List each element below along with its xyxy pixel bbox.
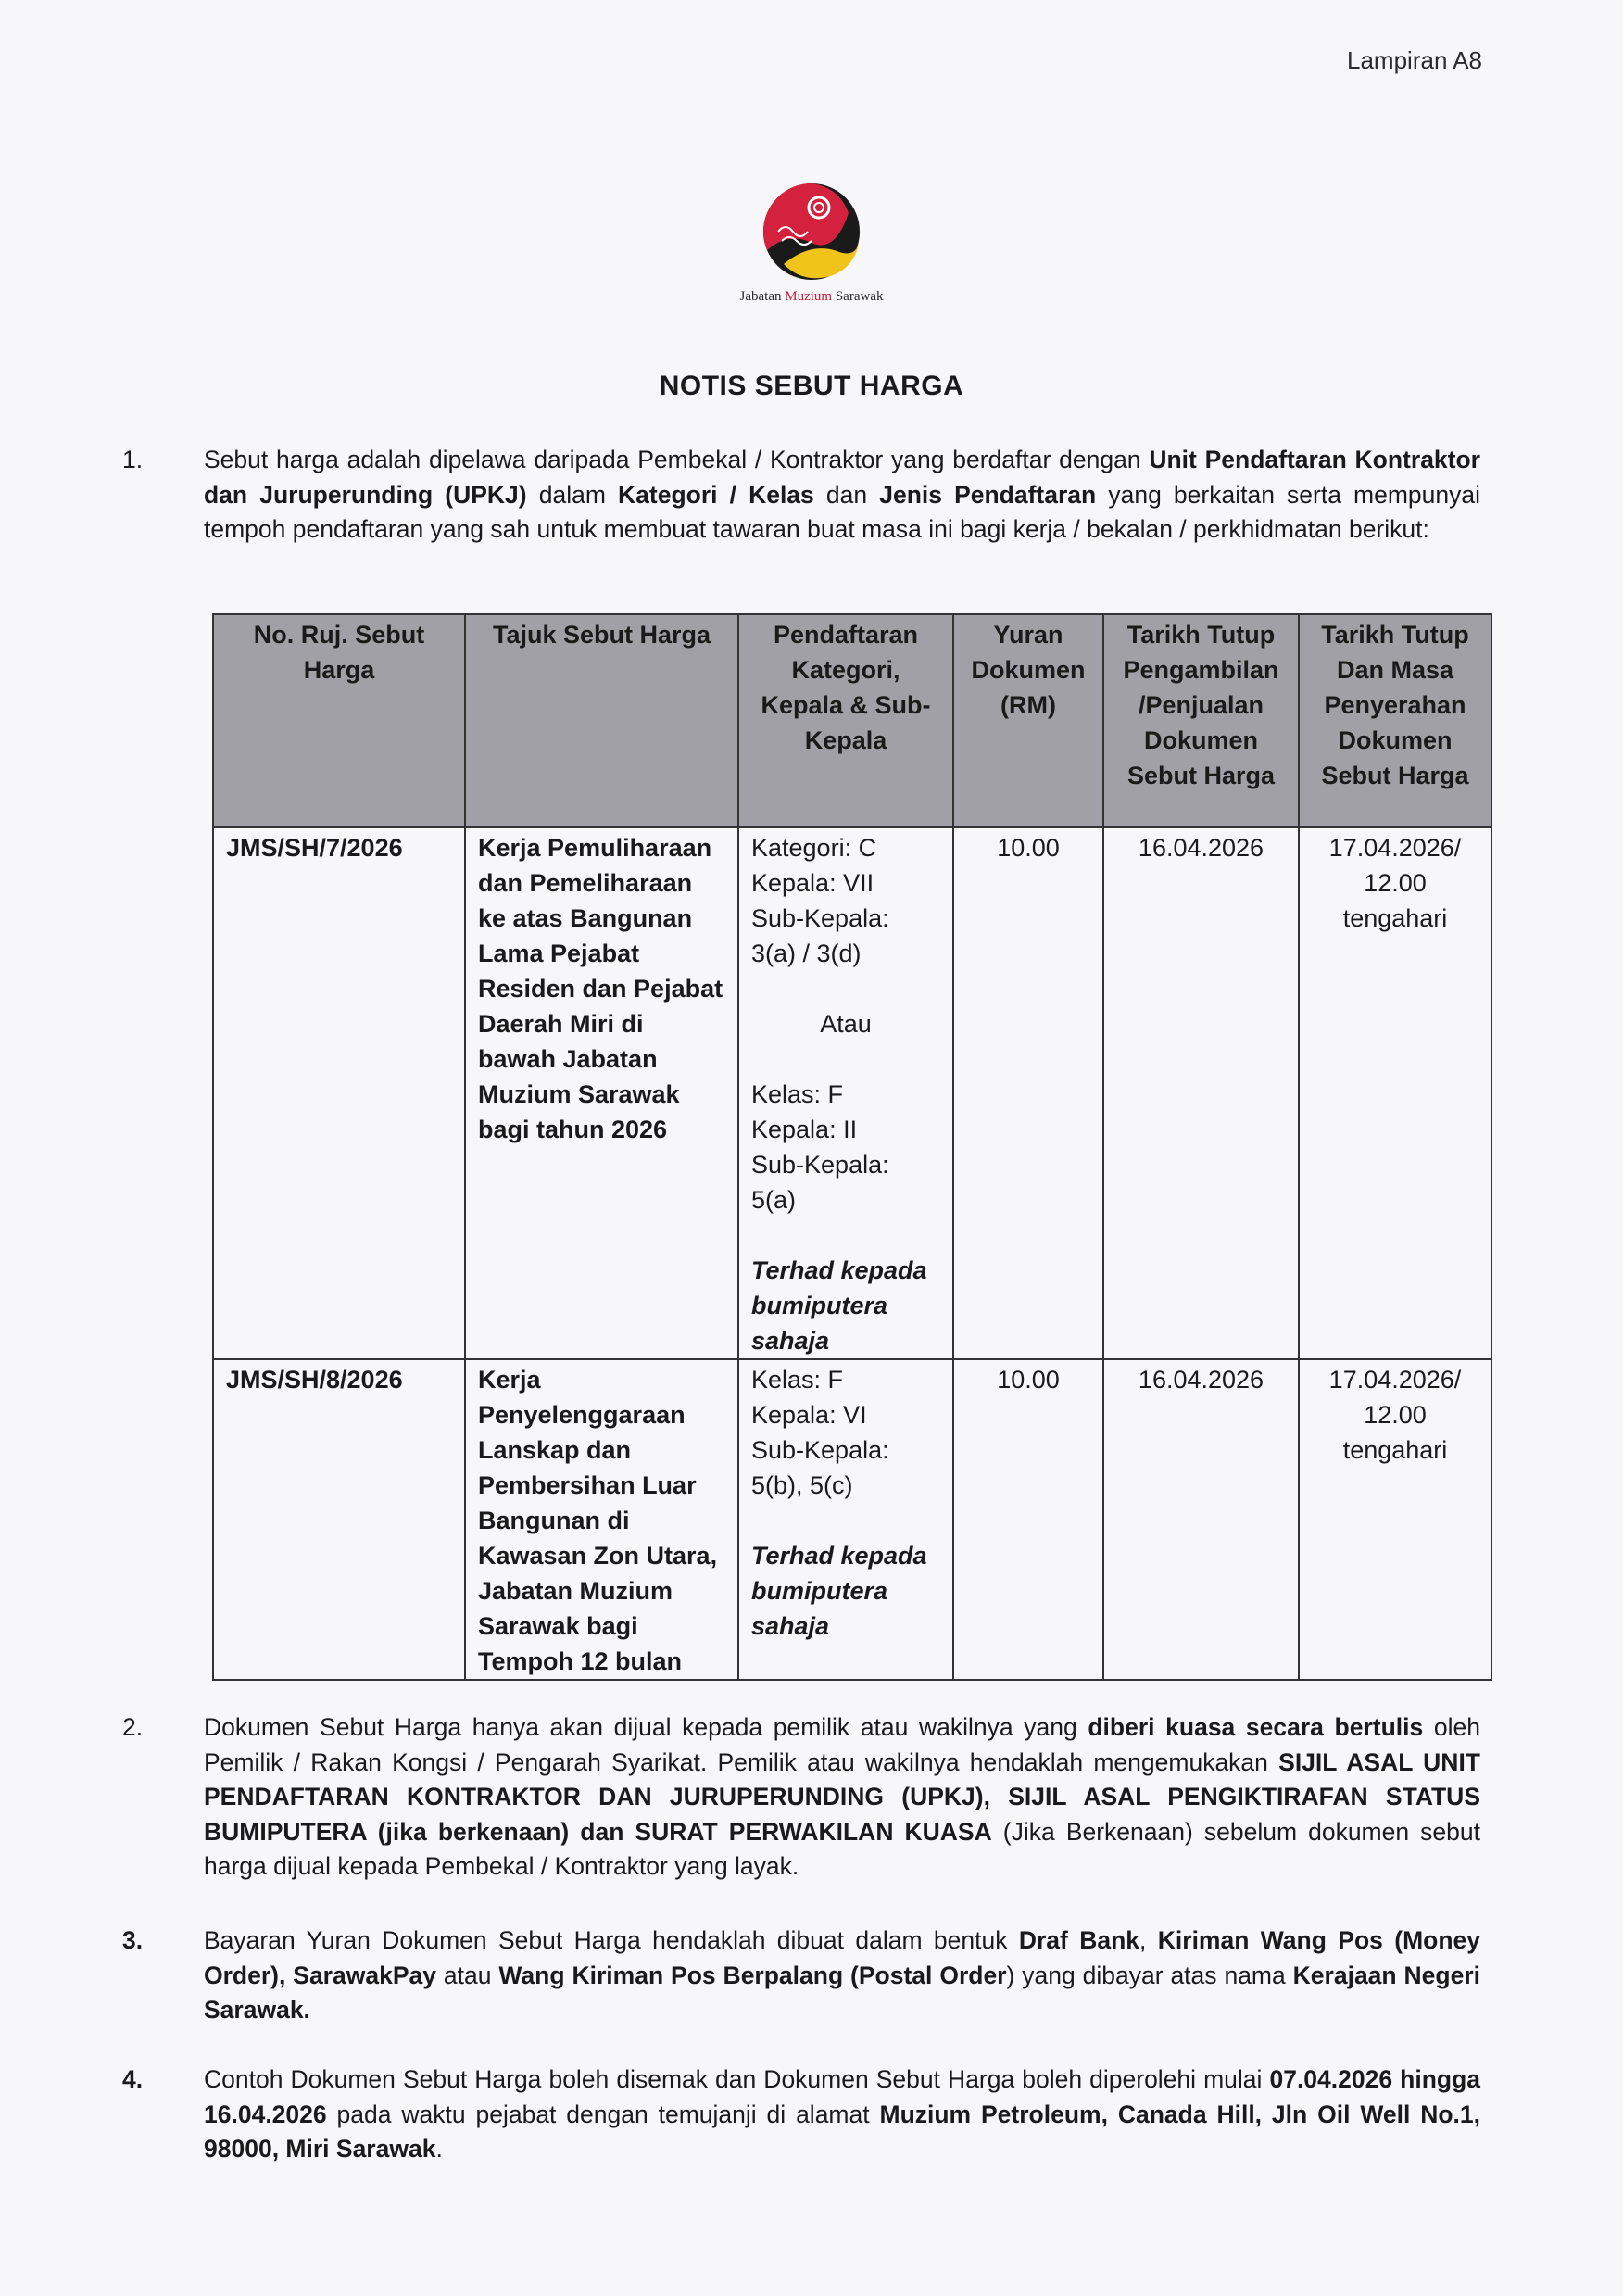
cell-collection-close: 16.04.2026 xyxy=(1103,1359,1299,1680)
paragraph-number: 2. xyxy=(122,1713,144,1741)
header-collection-close: Tarikh Tutup Pengambilan /Penjualan Dokumen Sebut Harga xyxy=(1103,614,1299,827)
paragraph-body: Contoh Dokumen Sebut Harga boleh disemak dan Dokumen Sebut Harga boleh diperolehi mulai 07.04.2026 hingga 16.04.2026 pada waktu pejabat dengan temujanji di alamat Muzium Petroleum, Canada Hill, Jln Oil Well No.1, 98000, Miri Sarawak. xyxy=(204,2065,1480,2163)
logo-caption: Jabatan Muzium Sarawak xyxy=(739,289,884,304)
paragraph-number: 4. xyxy=(122,2065,144,2093)
cell-ref-no: JMS/SH/8/2026 xyxy=(213,1359,465,1680)
page-title: NOTIS SEBUT HARGA xyxy=(659,371,964,401)
restriction-note: Terhad kepada bumiputera sahaja xyxy=(751,1256,927,1355)
header-fee: Yuran Dokumen (RM) xyxy=(953,614,1103,827)
paragraph-number: 1. xyxy=(122,446,144,473)
header-registration: Pendaftaran Kategori, Kepala & Sub-Kepala xyxy=(738,614,953,827)
header-title: Tajuk Sebut Harga xyxy=(465,614,738,827)
restriction-note: Terhad kepada bumiputera sahaja xyxy=(751,1542,927,1640)
museum-emblem-icon xyxy=(747,176,876,287)
cell-collection-close: 16.04.2026 xyxy=(1103,827,1299,1359)
cell-registration: Kelas: F Kepala: VI Sub-Kepala: 5(b), 5(c) Terhad kepada bumiputera sahaja xyxy=(738,1359,953,1680)
header-submission-close: Tarikh Tutup Dan Masa Penyerahan Dokumen Sebut Harga xyxy=(1299,614,1491,827)
cell-submission-close: 17.04.2026/ 12.00 tengahari xyxy=(1299,1359,1491,1680)
paragraph-1 xyxy=(122,443,1480,548)
cell-registration: Kategori: C Kepala: VII Sub-Kepala: 3(a) / 3(d) Atau Kelas: F Kepala: II Sub-Kepala: 5(a) Terhad kepada bumiputera sahaja xyxy=(738,827,953,1359)
cell-fee: 10.00 xyxy=(953,827,1103,1359)
paragraph-body: Bayaran Yuran Dokumen Sebut Harga hendaklah dibuat dalam bentuk Draf Bank, Kiriman Wang Pos (Money Order), SarawakPay atau Wang Kiriman Pos Berpalang (Postal Order) yang dibayar atas nama Kerajaan Negeri Sarawak. xyxy=(204,1926,1480,2024)
cell-title: Kerja Pemuliharaan dan Pemeliharaan ke atas Bangunan Lama Pejabat Residen dan Pejabat Daerah Miri di bawah Jabatan Muzium Sarawak bagi tahun 2026 xyxy=(465,827,738,1359)
header-ref-no: No. Ruj. Sebut Harga xyxy=(213,614,465,827)
table-header-row xyxy=(213,614,1491,827)
quotation-table xyxy=(212,613,1492,1681)
cell-title: Kerja Penyelenggaraan Lanskap dan Pembersihan Luar Bangunan di Kawasan Zon Utara, Jabatan Muzium Sarawak bagi Tempoh 12 bulan xyxy=(465,1359,738,1680)
table-row xyxy=(213,827,1491,1359)
paragraph-2 xyxy=(122,1710,1480,1885)
paragraph-body: Dokumen Sebut Harga hanya akan dijual kepada pemilik atau wakilnya yang diberi kuasa secara bertulis oleh Pemilik / Rakan Kongsi / Pengarah Syarikat. Pemilik atau wakilnya hendaklah mengemukakan SIJIL ASAL UNIT PENDAFTARAN KONTRAKTOR DAN JURUPERUNDING (UPKJ), SIJIL ASAL PENGIKTIRAFAN STATUS BUMIPUTERA (jika berkenaan) dan SURAT PERWAKILAN KUASA (Jika Berkenaan) sebelum dokumen sebut harga dijual kepada Pembekal / Kontraktor yang layak. xyxy=(204,1713,1480,1880)
cell-fee: 10.00 xyxy=(953,1359,1103,1680)
cell-ref-no: JMS/SH/7/2026 xyxy=(213,827,465,1359)
paragraph-4 xyxy=(122,2063,1480,2167)
table-row xyxy=(213,1359,1491,1680)
paragraph-number: 3. xyxy=(122,1926,144,1954)
paragraph-body: Sebut harga adalah dipelawa daripada Pembekal / Kontraktor yang berdaftar dengan Unit Pendaftaran Kontraktor dan Juruperunding (UPKJ) dalam Kategori / Kelas dan Jenis Pendaftaran yang berkaitan serta mempunyai tempoh pendaftaran yang sah untuk membuat tawaran buat masa ini bagi kerja / bekalan / perkhidmatan berikut: xyxy=(204,446,1481,543)
department-logo xyxy=(0,176,1623,305)
paragraph-3 xyxy=(122,1924,1480,2028)
cell-submission-close: 17.04.2026/ 12.00 tengahari xyxy=(1299,827,1491,1359)
attachment-label: Lampiran A8 xyxy=(1347,46,1482,74)
